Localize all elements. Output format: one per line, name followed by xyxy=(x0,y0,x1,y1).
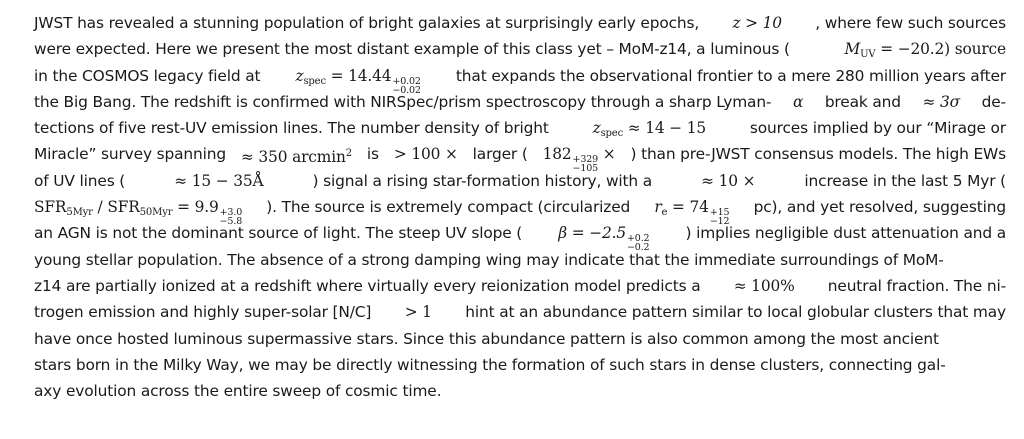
text: ). The source is extremely compact (circularized xyxy=(266,198,631,217)
upper: +0.02 xyxy=(392,75,421,87)
lower: −12 xyxy=(709,216,730,228)
text: pc), and yet resolved, suggesting xyxy=(753,198,1006,217)
text: tections of five rest-UV emission lines. The number density of bright xyxy=(34,119,549,138)
math: = 14.44 xyxy=(325,66,392,85)
abstract-line-7 xyxy=(34,168,1006,194)
text: sources implied by our “Mirage or xyxy=(749,119,1006,138)
abstract-line-8 xyxy=(34,194,1006,228)
text: JWST has revealed a stunning population of bright galaxies at surprisingly early epochs, xyxy=(34,14,700,32)
math: 182 xyxy=(542,145,572,164)
abstract-text xyxy=(34,10,1006,404)
upper: +3.0 xyxy=(219,207,243,219)
text: , where few such sources xyxy=(815,14,1006,32)
upper: +0.2 xyxy=(626,233,650,245)
lower: −0.02 xyxy=(392,84,421,96)
math: > 1 xyxy=(404,303,432,322)
lower: −0.2 xyxy=(626,242,650,254)
math: > 100 × xyxy=(393,145,458,164)
math: = 74 xyxy=(667,198,709,217)
abstract-line-1 xyxy=(34,10,1006,36)
math: / SFR xyxy=(92,198,140,217)
math: = −20.2) source xyxy=(875,40,1006,59)
text: larger ( xyxy=(472,145,528,164)
lower: −105 xyxy=(572,163,599,175)
text: de- xyxy=(981,92,1006,111)
text: is xyxy=(366,145,379,164)
math: z xyxy=(592,119,601,138)
superscript: 2 xyxy=(345,148,352,160)
abstract-line-11 xyxy=(34,273,1006,299)
math: r xyxy=(654,198,662,217)
abstract-line-3 xyxy=(34,63,1006,96)
subscript: e xyxy=(661,207,668,219)
text: of UV lines ( xyxy=(34,171,126,190)
math: z > 10 xyxy=(732,14,782,32)
subscript: spec xyxy=(600,128,624,140)
text: in the COSMOS legacy field at xyxy=(34,66,261,85)
text: axy evolution across the entire sweep of cosmic time. xyxy=(34,382,442,401)
upper: +329 xyxy=(572,154,599,166)
text: increase in the last 5 Myr ( xyxy=(804,171,1006,190)
math: ≈ 15 − 35Å xyxy=(174,171,264,190)
math: M xyxy=(844,40,861,59)
abstract-line-6 xyxy=(34,141,1006,175)
abstract-line-5 xyxy=(34,115,1006,141)
text: that expands the observational frontier to a mere 280 million years after xyxy=(455,66,1006,85)
math: ≈ 350 arcmin xyxy=(240,148,346,167)
text: ) signal a rising star-formation history, with a xyxy=(312,171,653,190)
text: ) implies negligible dust attenuation and a xyxy=(685,224,1006,243)
text: an AGN is not the dominant source of light. The steep UV slope ( xyxy=(34,224,523,243)
abstract-line-13 xyxy=(34,326,1006,352)
abstract-line-9 xyxy=(34,220,1006,254)
abstract-line-4 xyxy=(34,89,1006,115)
abstract-line-14 xyxy=(34,352,1006,378)
abstract-line-2 xyxy=(34,36,1006,62)
text: ) than pre-JWST consensus models. The high EWs xyxy=(630,145,1006,164)
math: z xyxy=(295,66,304,85)
text: were expected. Here we present the most distant example of this class yet – MoM-z14, a luminous ( xyxy=(34,40,790,59)
text: stars born in the Milky Way, we may be directly witnessing the formation of such stars in dense clusters, connecting gal- xyxy=(34,355,946,374)
text: have once hosted luminous supermassive stars. Since this abundance pattern is also common among the most ancient xyxy=(34,329,939,348)
subscript: UV xyxy=(860,49,876,61)
text: hint at an abundance pattern similar to local globular clusters that may xyxy=(465,303,1006,322)
math: ≈ 3σ xyxy=(922,92,960,111)
text: neutral fraction. The ni- xyxy=(827,276,1006,295)
math: SFR xyxy=(34,198,67,217)
text: Miracle” survey spanning xyxy=(34,145,226,164)
abstract-line-12 xyxy=(34,299,1006,325)
text: trogen emission and highly super-solar [N/C] xyxy=(34,303,372,322)
math: ≈ 10 × xyxy=(701,171,756,190)
subscript: 50Myr xyxy=(139,207,173,219)
math: ≈ 100% xyxy=(733,276,795,295)
abstract-line-10 xyxy=(34,247,1006,273)
math: × xyxy=(598,145,616,164)
lower: −5.8 xyxy=(219,216,243,228)
text: young stellar population. The absence of a strong damping wing may indicate that the immediate surroundings of MoM- xyxy=(34,250,944,269)
math: α xyxy=(792,92,804,111)
math: ≈ 14 − 15 xyxy=(623,119,707,138)
text: break and xyxy=(824,92,901,111)
subscript: spec xyxy=(303,75,326,87)
math: = 9.9 xyxy=(172,198,219,217)
subscript: 5Myr xyxy=(66,207,93,219)
text: z14 are partially ionized at a redshift where virtually every reionization model predicts a xyxy=(34,276,701,295)
abstract-line-15 xyxy=(34,378,1006,404)
text: the Big Bang. The redshift is confirmed with NIRSpec/prism spectroscopy through a sharp Lyman- xyxy=(34,92,772,111)
upper: +15 xyxy=(709,207,730,219)
math: β = −2.5 xyxy=(558,224,626,243)
